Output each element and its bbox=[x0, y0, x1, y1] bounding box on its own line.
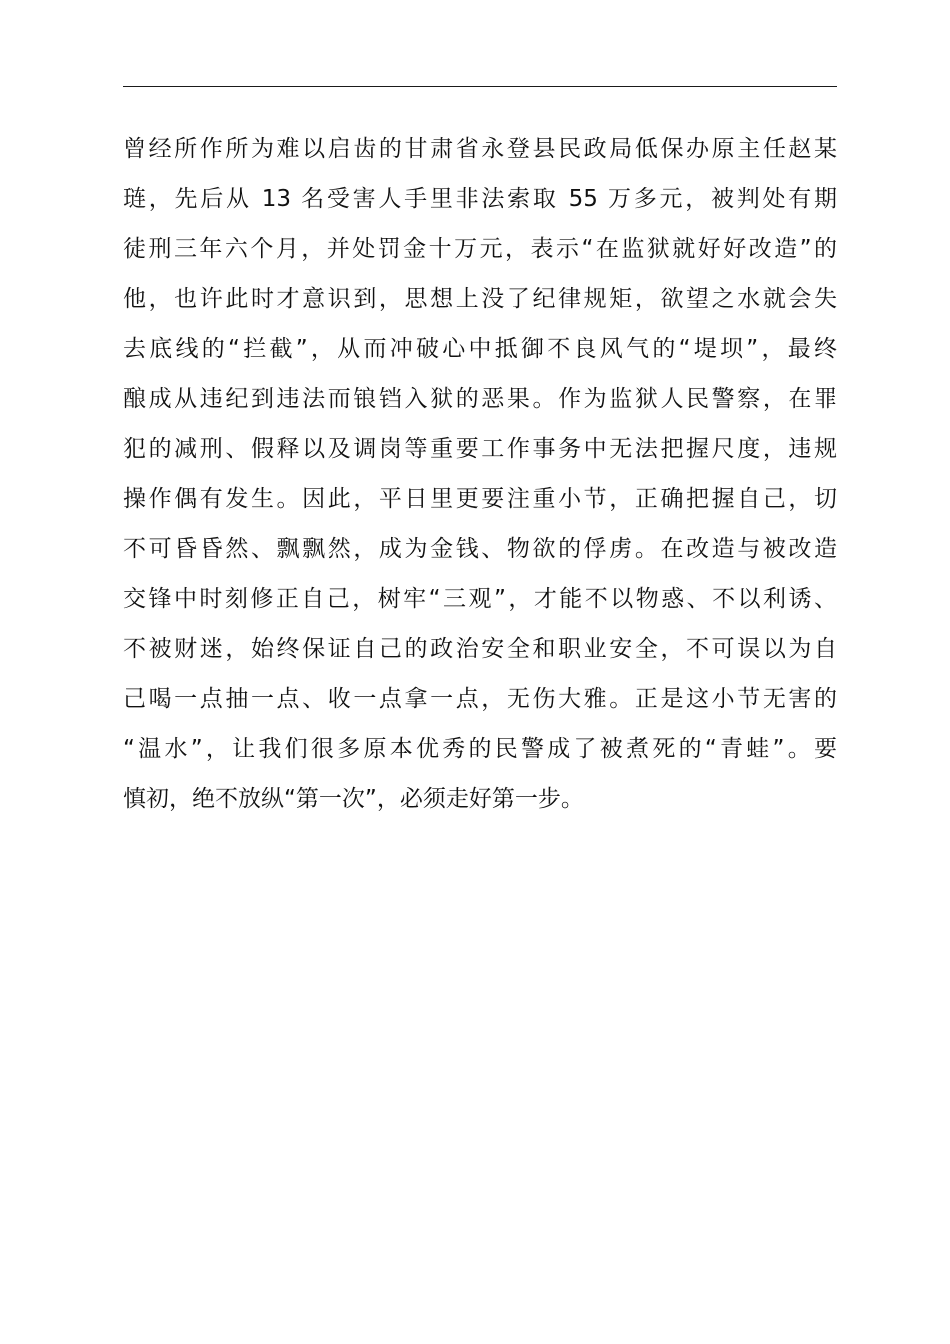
text-line: 琏，先后从 13 名受害人手里非法索取 55 万多元，被判处有期 bbox=[123, 186, 837, 212]
text-line: 酿成从违纪到违法而锒铛入狱的恶果。作为监狱人民警察，在罪 bbox=[123, 386, 837, 412]
text-line: 不可昏昏然、飘飘然，成为金钱、物欲的俘虏。在改造与被改造 bbox=[123, 536, 837, 562]
text-line: 曾经所作所为难以启齿的甘肃省永登县民政局低保办原主任赵某 bbox=[123, 136, 837, 162]
text-line: 不被财迷，始终保证自己的政治安全和职业安全，不可误以为自 bbox=[123, 636, 837, 662]
body-paragraph bbox=[123, 124, 837, 824]
text-line: 他，也许此时才意识到，思想上没了纪律规矩，欲望之水就会失 bbox=[123, 286, 837, 312]
text-line: 犯的减刑、假释以及调岗等重要工作事务中无法把握尺度，违规 bbox=[123, 436, 837, 462]
text-line: 操作偶有发生。因此，平日里更要注重小节，正确把握自己，切 bbox=[123, 486, 837, 512]
header-rule bbox=[123, 86, 837, 87]
text-line: 去底线的“拦截”，从而冲破心中抵御不良风气的“堤坝”，最终 bbox=[123, 336, 837, 362]
text-line: “温水”，让我们很多原本优秀的民警成了被煮死的“青蛙”。要 bbox=[123, 736, 837, 762]
text-line: 慎初，绝不放纵“第一次”，必须走好第一步。 bbox=[123, 786, 584, 812]
text-line: 徒刑三年六个月，并处罚金十万元，表示“在监狱就好好改造”的 bbox=[123, 236, 837, 262]
text-line: 交锋中时刻修正自己，树牢“三观”，才能不以物惑、不以利诱、 bbox=[123, 586, 837, 612]
text-line: 己喝一点抽一点、收一点拿一点，无伤大雅。正是这小节无害的 bbox=[123, 686, 837, 712]
